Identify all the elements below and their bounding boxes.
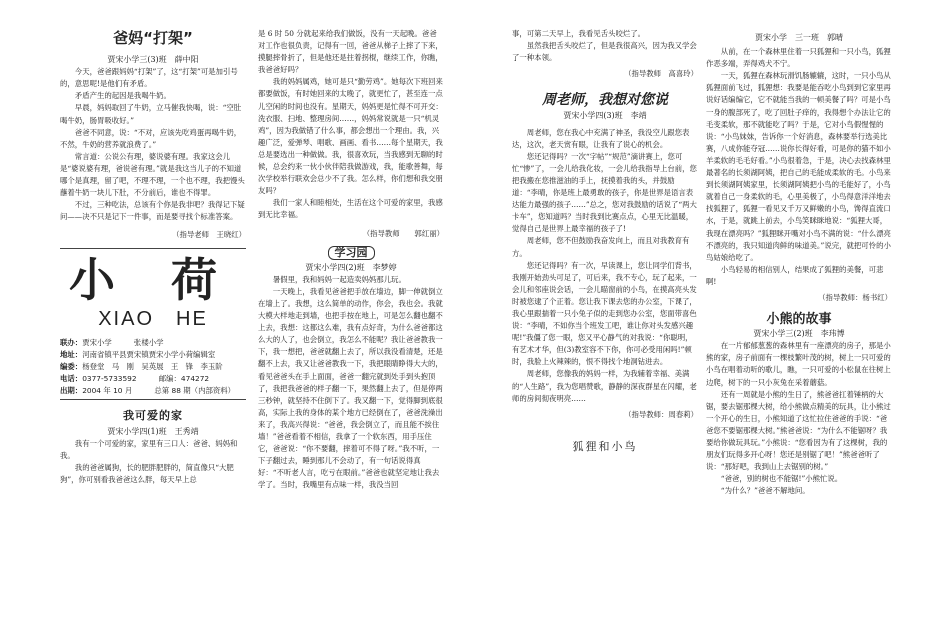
paragraph: 一天，狐狸在森林玩滑饥肠辘辘，这时，一只小鸟从狐狸面前飞过，狐狸想：我要是能吞吃小鸟到到它家里再说好话编编它，它不就能当我的一顿美餐了吗？可是小鸟一身的腹部死了，吃了回肚子痒的，我得想个办法让它的毛变柔软，那不就能吃了吗？于是，它对小鸟假惺惺的说：“小鸟妹妹，告诉你一个好消息，森林要举行选美比赛，八成你能夺冠……说你长得好看，可是你的猫不如小羊柔软的毛毛好看。”小鸟很着急，于是，决心去找森林里最著名的长须湖阿姨，把自己的毛能成柔软的毛。小鸟来到长须湖阿姨家里，长须湖阿姨把小鸟的毛能好了，小鸟就着自己一身柔软的毛，心里美极了，小鸟得意洋洋地去找狐狸了，狐狸一看见又千万又鲜嫩的小鸟，馋得直流口水，于是，就跳上前去，小鸟笑眯眯地说：“狐狸大哥，我现在漂亮吗？”狐狸眯开嘴对小鸟不满的说：“什么漂亮不漂亮的，我只知道肉鲜的味道美。”说完，就把可怜的小鸟姑娘给吃了。 (706, 71, 891, 262)
paragraph: 您还记得吗？有一次，早读课上，您让同学们背书，我刚开始劲头可足了，可后来，我不专心，玩了起来，一会儿和邻座说会话，一会儿瞄窗前的小鸟，在摸高亮头发时被您逮了个正着。您让我下课去您的办公室，下课了，我心里跟揣着一只小兔子似的走到您办公室，您面带喜色说：“李晴，不如你当个班发工吧，谁让你对头发感兴趣呢!”我僵了您一眼，您又平心静气的对我说：“你聪明，有艺术才华，但(3)教室容不下你，你可必受用闲吗!”顿时，我脸上火辣辣的，恨不得找个地洞钻进去。 (512, 260, 697, 367)
masthead-logo: 小 荷 (68, 252, 237, 307)
article-title: 爸妈“打架” (113, 29, 193, 47)
article-author: 贾宋小学 三一班 郭晴 (755, 33, 843, 42)
paragraph: 您还记得吗？一次“字帖”“规范”滴讲赛上，您可忙“惨”了，一会儿给我化妆，一会儿给我指导上台前，您把我搬在您推滋油的手上，抚摸着我的头，并鼓励道：“李晴，你是班上最勇敢的孩子，你是世界是语言表达能力最强的孩子……”总之，您对我鼓励的话说了“两大卡车”，您知道吗？当时我到比赛点点，心里无比温暖，觉得自己是世界上最幸福的孩子了! (512, 151, 697, 234)
article-title: 小熊的故事 (766, 312, 832, 328)
paragraph: “爸爸，别的树也不能锯!”小熊忙说。 (720, 474, 843, 484)
column-4 (706, 28, 892, 497)
paragraph: 从前，在一个森林里住着一只狐狸和一只小鸟，狐狸作恶多端，弄得鸡犬不宁。 (706, 47, 891, 69)
teacher-credit: （指导教师：周春莉） (624, 409, 698, 419)
paragraph: 在一片郁郁葱葱的森林里有一座漂亮的房子，那是小熊的家，房子前面有一棵枝繁叶茂的树，树上一只可爱的小鸟在唱着动听的歌儿，瞧，一只可爱的小松鼠在往树上边爬，树下的一只小灰兔在采着蘑菇。 (706, 341, 891, 387)
article-title: 周老师，我想对您说 (542, 92, 668, 109)
teacher-credit: （指导教师：杨书红） (818, 292, 892, 302)
paragraph: 常言道：公说公有理，婆说婆有理。我家这会儿是“婆说婆有理，爸说爸有理。”就是我这当儿子的不知道哪个是真理，留了吧，不理不理，一个也不理，我把馒头蘸着牛奶一块儿下肚，不分前后，谁也不得罪。 (60, 151, 245, 198)
paragraph: 爸爸不同意，说：“不对，应该先吃鸡蛋再喝牛奶，不然，牛奶的营养就浪费了。” (60, 127, 242, 149)
paragraph: 周老师，您在我心中充满了神圣，我没空儿跟您表达，这次，老天赏有眼，让我有了说心的机会。 (512, 127, 690, 149)
paragraph: 我的爸爸属狗，长的肥胖肥胖的，简直像只“大肥狗”，你可别看我爸爸这么胖，每天早上总 (60, 463, 234, 485)
section-head-wrap (258, 246, 444, 260)
paragraph: 暑假里，我和妈妈一起造卖妈妈那儿玩。 (272, 274, 406, 284)
article-author: 贾宋小学三(3)班 薛中阳 (107, 55, 199, 65)
masthead (60, 248, 246, 400)
paragraph: “为什么？”爸爸不解地问。 (720, 486, 810, 496)
paragraph: 周老师，您不但鼓励我奋发向上，而且对我教育有方。 (512, 236, 690, 258)
masthead-row: 编委：杨登堂 马 刚 吴英展 王 锋 李玉阶 (60, 361, 223, 371)
masthead-row: 电话：0377-5733592 邮编：474272 (60, 373, 210, 383)
article-author: 贾宋小学四(2)班 李梦婷 (305, 262, 397, 272)
masthead-row: 地址：河南省镇平县贾宋镇贾宋小学小荷编辑室 (60, 349, 216, 359)
column-1 (60, 28, 246, 487)
teacher-credit: （指导老师 王晓红） (172, 230, 246, 240)
column-2 (258, 28, 444, 491)
paragraph: 我有一个可爱的家，家里有三口人：爸爸、妈妈和我。 (60, 439, 238, 461)
article-author: 贾宋小学四(3)班 李靖 (563, 111, 647, 121)
paragraph: 虽然我把舌头咬烂了，但是我很高兴，因为我又学会了一种本领。 (512, 41, 697, 63)
article-author: 贾宋小学四(1)班 王秀靖 (107, 427, 199, 437)
paragraph: 不过，三种吃法，总该有个你是我非吧？我得记下疑问——决不只是记下一件事，而是要寻找个标准答案。 (60, 200, 245, 222)
section-head: 学习园 (328, 246, 375, 260)
paragraph: 小鸟轻易的相信别人，结果成了狐狸的美餐，可悲啊! (706, 264, 884, 286)
paragraph: 事，可第二天早上，我看见舌头咬烂了。 (512, 29, 646, 38)
teacher-credit: （指导教师 郭红丽） (362, 228, 444, 238)
next-title: 狐狸和小鸟 (572, 439, 638, 453)
article-author: 贾宋小学三(2)班 李玮博 (753, 329, 845, 339)
paragraph: 我们一家人和睦相处，生活在这个可爱的家里，我感到无比幸福。 (258, 198, 443, 220)
paragraph: 一天晚上，我看见爸爸把手放在墙边，脚一伸就倒立在墙上了。我想，这么简单的动作，你会，我也会。我就大模大样地走到墙，也把手按在地上，可是怎么翻也翻不上去，我想：这都这么难，我有点好奇，为什么爸爸都这么大的人了，也会倒立，我怎么不能呢？我让爸爸教我一下，我一想把，爸爸就翻上去了，所以我没看清楚，还是翻不上去，我又让爸爸教我一下，我把眼睛睁得大大的，看见爸爸头在手上面面，爸爸一翻完就到处手到头抱顶了，我把我爸爸的样子翻一下，果然翻上去了，但是停两三秒钟，就坚持不住倒下了。我又翻一下，觉得脚到底很高，实际上我的身体的某个地方已经倒在了，爸爸洗澡出来了，我高兴得说：“爸爸，我会倒立了，而且能不挨住墙！”爸爸看着不相信，我拿了一个软东西，用手压住它，爸爸说：“你不要翻，摔着可不得了呀。”我不听，一下子翻过去，睡到那儿不会动了，有一句话说得真好：“不听老人言，吃亏在眼前。”爸爸也就坚定地让我去学了。当时，我嘴里有点味一样，我没当回 (258, 286, 443, 490)
masthead-pinyin: XIAO HE (98, 307, 208, 330)
teacher-credit: （指导教师 高喜玲） (624, 69, 698, 79)
paragraph: 周老师，您像我的妈妈一样，为我辅着幸福、美满的“人生路”，我为您唱赞歌，静静的深夜群星在闪耀，老师的房间彻夜明亮…… (512, 369, 697, 403)
paragraph: 我的妈妈属鸡，她可是只“勤劳鸡”。她每次下班回来都要做饭，有时她回来的太晚了，就更忙了，甚至连一点儿空闲的时间也没有。星期天，妈妈更是忙得不可开交：洗衣服、扫地、整理房间……，妈妈常说就是一只“机灵鸡”，因为我做错了什么事，都会想出一个理由。我，兴趣广泛，爱弹琴、唱歌、画画、看书……每个星期天，我总是要选出一种做做。我，很喜欢玩，当我感到无聊的时候，总会约来一伙小伙伴陪我做游戏，我，能歌善舞，每次学校举行联欢会总少不了我。怎么样，你们想和我交朋友吗？ (258, 77, 443, 196)
paragraph: 矛盾产生的起因是我喝牛奶。 (74, 91, 171, 101)
masthead-row: 出期：2004 年 10 月 总第 88 期（内部资料） (60, 385, 236, 395)
masthead-row: 联办：贾宋小学 张楼小学 (60, 337, 164, 347)
paragraph: 早晨，妈妈取回了牛奶，立马催我快喝，说：“空肚喝牛奶，肠胃吸收好。” (60, 103, 242, 125)
paragraph: 是 6 时 50 分就起来给我们做饭，没有一天起晚。爸爸对工作也很负责，记得有一回，爸爸从梯子上摔了下来，摸腿摔骨折了，但是他还是拄着拐棍，继续工作，你瞧，我爸爸好吗？ (258, 29, 443, 75)
paragraph: 今天，爸爸跟妈妈“打架”了，这“打架”可是加引号的，意思呢!是他们有矛盾。 (60, 67, 238, 89)
paragraph: 还有一周就是小熊的生日了，熊爸爸扛着锤柄的大锯，要去锯那棵大树，给小熊做点精美的玩具，让小熊过一个开心的生日，小熊知道了这忙拉住爸爸的手说：“爸爸您不要锯那棵大树。”熊爸爸说：“为什么不能锯呀？我要给你做玩具玩。”小熊说：“您看因为有了这棵树，我的朋友们玩得多开心呀！您还是别锯了吧！”熊爸爸听了说：“那好吧，我到山上去锯别的树。” (706, 389, 891, 472)
article-title: 我可爱的家 (123, 408, 183, 422)
column-3 (512, 28, 698, 453)
